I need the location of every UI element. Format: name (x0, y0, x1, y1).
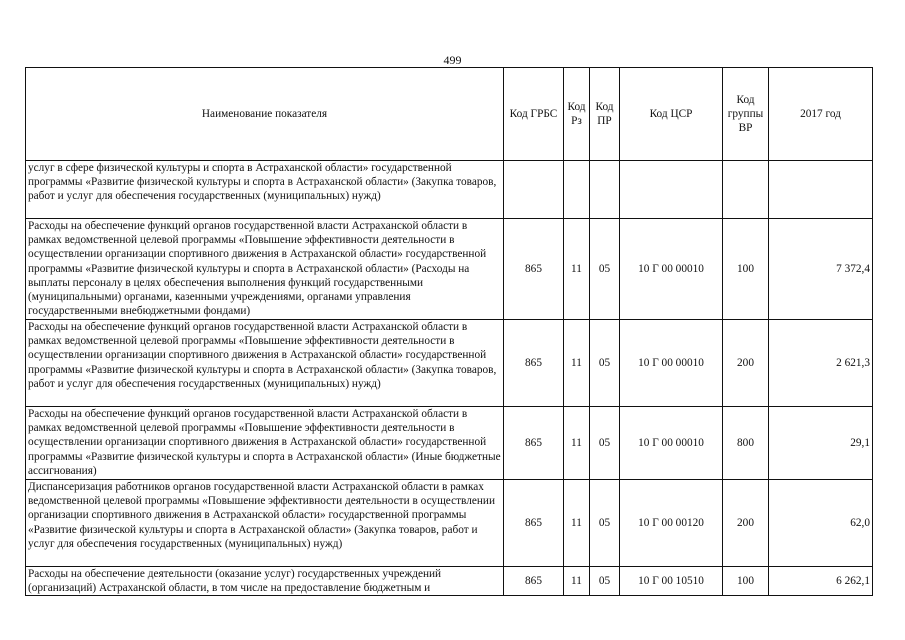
row-name: Расходы на обеспечение функций органов государственной власти Астраханской области в рамках ведомственной целевой программы «Повышение эффективности деятельности в осуществлении организации спортивного движения в Астраханской области» государственной программы «Развитие физической культуры и спорта в Астраханской области» (Закупка товаров, работ и услуг для обеспечения государственных (муниципальных) нужд) (26, 320, 504, 407)
row-vr: 200 (723, 480, 769, 567)
row-csr (620, 161, 723, 219)
row-rz: 11 (564, 320, 590, 407)
row-csr: 10 Г 00 00010 (620, 219, 723, 320)
row-vr: 200 (723, 320, 769, 407)
row-csr: 10 Г 00 00120 (620, 480, 723, 567)
row-amount: 62,0 (769, 480, 873, 567)
row-amount: 6 262,1 (769, 567, 873, 596)
header-vr: Код группы ВР (723, 68, 769, 161)
table-row (26, 320, 873, 407)
header-grbs: Код ГРБС (504, 68, 564, 161)
row-rz: 11 (564, 567, 590, 596)
row-amount: 29,1 (769, 407, 873, 480)
row-pr: 05 (590, 480, 620, 567)
row-amount: 7 372,4 (769, 219, 873, 320)
table-row (26, 567, 873, 596)
row-pr: 05 (590, 407, 620, 480)
row-name: Расходы на обеспечение деятельности (оказание услуг) государственных учреждений (организаций) Астраханской области, в том числе на предоставление бюджетным и (26, 567, 504, 596)
row-grbs (504, 161, 564, 219)
table-row (26, 407, 873, 480)
row-name: услуг в сфере физической культуры и спорта в Астраханской области» государственной программы «Развитие физической культуры и спорта в Астраханской области» (Закупка товаров, работ и услуг для обеспечения государственных (муниципальных) нужд) (26, 161, 504, 219)
row-vr: 100 (723, 219, 769, 320)
row-pr: 05 (590, 320, 620, 407)
row-pr: 05 (590, 567, 620, 596)
table-row (26, 480, 873, 567)
row-rz: 11 (564, 407, 590, 480)
row-grbs: 865 (504, 480, 564, 567)
header-rz: Код Рз (564, 68, 590, 161)
table-row (26, 219, 873, 320)
row-rz: 11 (564, 480, 590, 567)
row-pr: 05 (590, 219, 620, 320)
row-csr: 10 Г 00 00010 (620, 407, 723, 480)
row-grbs: 865 (504, 407, 564, 480)
table-header (26, 68, 873, 161)
row-rz (564, 161, 590, 219)
budget-table (25, 67, 873, 596)
row-name: Расходы на обеспечение функций органов государственной власти Астраханской области в рамках ведомственной целевой программы «Повышение эффективности деятельности в осуществлении организации спортивного движения в Астраханской области» государственной программы «Развитие физической культуры и спорта в Астраханской области» (Иные бюджетные ассигнования) (26, 407, 504, 480)
table-row (26, 161, 873, 219)
row-amount: 2 621,3 (769, 320, 873, 407)
row-vr: 100 (723, 567, 769, 596)
row-grbs: 865 (504, 320, 564, 407)
header-pr: Код ПР (590, 68, 620, 161)
row-csr: 10 Г 00 00010 (620, 320, 723, 407)
row-vr (723, 161, 769, 219)
header-year: 2017 год (769, 68, 873, 161)
header-name: Наименование показателя (26, 68, 504, 161)
row-name: Диспансеризация работников органов государственной власти Астраханской области в рамках ведомственной целевой программы «Повышение эффективности деятельности в осуществлении организации спортивного движения в Астраханской области» государственной программы «Развитие физической культуры и спорта в Астраханской области» (Закупка товаров, работ и услуг для обеспечения государственных (муниципальных) нужд) (26, 480, 504, 567)
row-pr (590, 161, 620, 219)
row-rz: 11 (564, 219, 590, 320)
row-grbs: 865 (504, 567, 564, 596)
header-csr: Код ЦСР (620, 68, 723, 161)
row-csr: 10 Г 00 10510 (620, 567, 723, 596)
page-number: 499 (443, 53, 462, 67)
row-vr: 800 (723, 407, 769, 480)
row-amount (769, 161, 873, 219)
row-grbs: 865 (504, 219, 564, 320)
row-name: Расходы на обеспечение функций органов государственной власти Астраханской области в рамках ведомственной целевой программы «Повышение эффективности деятельности в осуществлении организации спортивного движения в Астраханской области» государственной программы «Развитие физической культуры и спорта в Астраханской области» (Расходы на выплаты персоналу в целях обеспечения выполнения функций государственными (муниципальными) органами, казенными учреждениями, органами управления государственными внебюджетными фондами) (26, 219, 504, 320)
